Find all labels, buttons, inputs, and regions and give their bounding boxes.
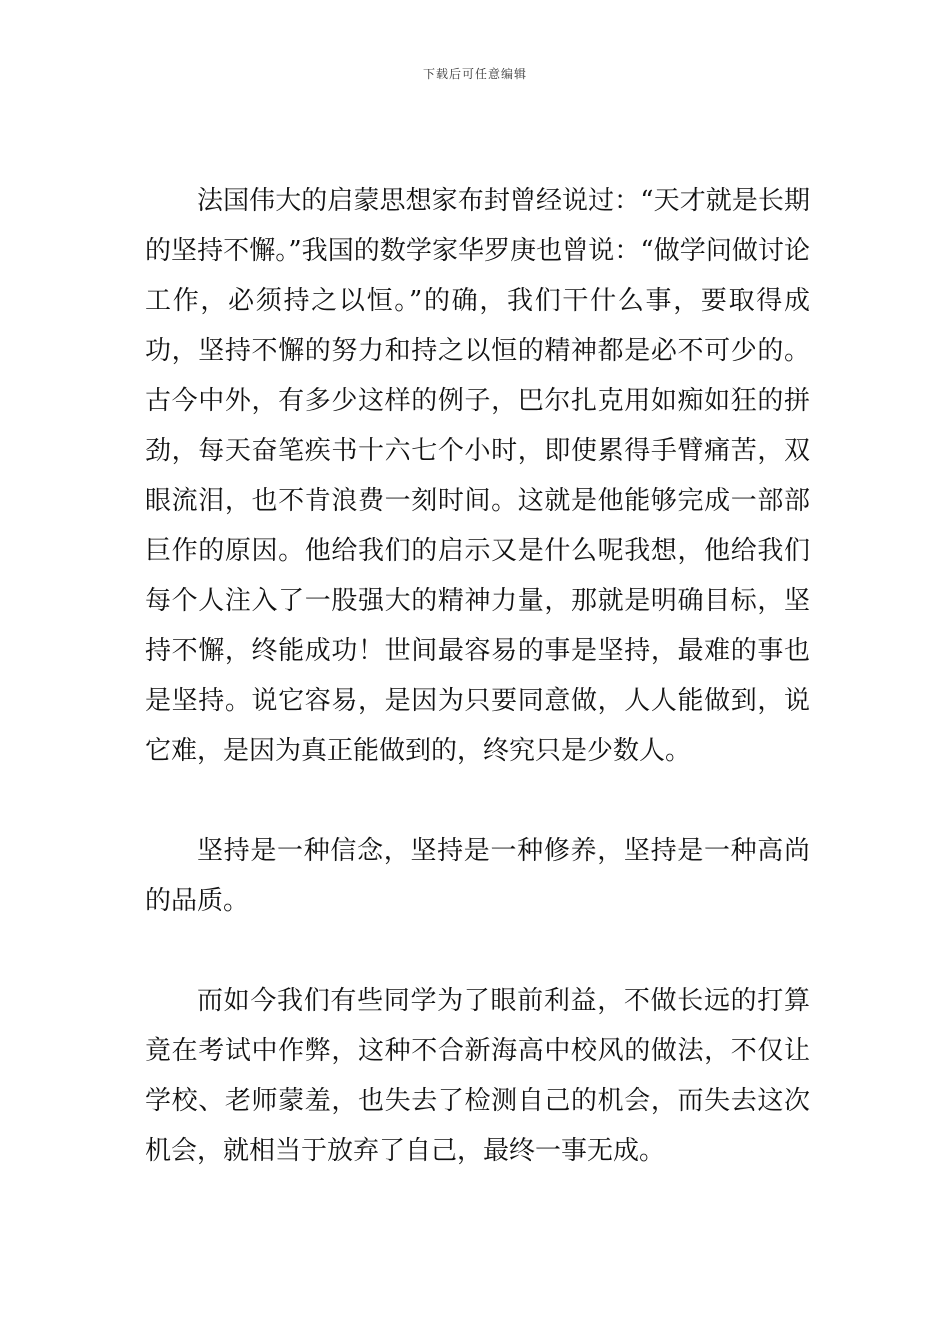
paragraph: 法国伟大的启蒙思想家布封曾经说过：“天才就是长期的坚持不懈。”我国的数学家华罗庚也曾说：“做学问做讨论工作，必须持之以恒。”的确，我们干什么事，要取得成功，坚持不懈的努力和持之以恒的精神都是必不可少的。古今中外，有多少这样的例子，巴尔扎克用如痴如狂的拼劲，每天奋笔疾书十六七个小时，即使累得手臂痛苦，双眼流泪，也不肯浪费一刻时间。这就是他能够完成一部部巨作的原因。他给我们的启示又是什么呢我想，他给我们每个人注入了一股强大的精神力量，那就是明确目标，坚持不懈，终能成功！世间最容易的事是坚持，最难的事也是坚持。说它容易，是因为只要同意做，人人能做到，说它难，是因为真正能做到的，终究只是少数人。 (145, 186, 810, 766)
header-note: 下载后可任意编辑 (422, 67, 527, 81)
document-body (145, 176, 810, 1176)
paragraph: 而如今我们有些同学为了眼前利益，不做长远的打算竟在考试中作弊，这种不合新海高中校风的做法，不仅让学校、老师蒙羞，也失去了检测自己的机会，而失去这次机会，就相当于放弃了自己，最终一事无成。 (145, 986, 810, 1166)
paragraph: 坚持是一种信念，坚持是一种修养，坚持是一种高尚的品质。 (145, 836, 810, 916)
